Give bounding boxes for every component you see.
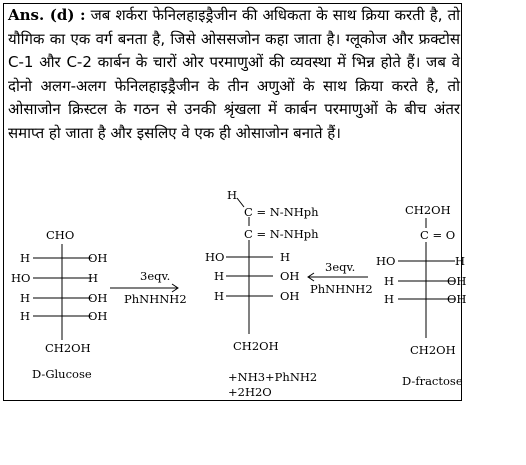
osazone-r1-right: H	[280, 250, 291, 264]
glucose-name: D-Glucose	[32, 367, 92, 381]
fructose-r2-right: OH	[447, 274, 467, 288]
fructose-c2: C = O	[420, 228, 456, 242]
glucose-r1-left: H	[20, 251, 31, 265]
osazone-r3-right: OH	[280, 289, 300, 303]
fructose-r1-left: HO	[376, 254, 396, 268]
glucose-r3-left: H	[20, 291, 31, 305]
osazone-byproducts-1: +NH3+PhNH2	[228, 370, 318, 384]
glucose-r1-right: OH	[88, 251, 108, 265]
reagent-right-eqv: 3eqv.	[325, 260, 356, 274]
glucose-r2-left: HO	[11, 271, 31, 285]
glucose-r4-right: OH	[88, 309, 108, 323]
glucose-r2-right: H	[88, 271, 99, 285]
fructose-top-ch2oh: CH2OH	[405, 203, 451, 217]
fructose-r2-left: H	[384, 274, 395, 288]
fructose-r3-right: OH	[447, 292, 467, 306]
osazone-r3-left: H	[214, 289, 225, 303]
fructose-bottom-ch2oh: CH2OH	[410, 343, 456, 357]
reagent-left-reagent: PhNHNH2	[124, 292, 187, 306]
answer-text: जब शर्करा फेनिलहाइड्रैजीन की अधिकता के साथ क्रिया करती है, तो यौगिक का एक वर्ग बनता है, जिसे ओससजोन कहा जाता है। ग्लूकोज और फ्रक्टोस C-1 और C-2 कार्बन के चारों ओर परमाणुओं की व्यवस्था में भिन्न होते हैं। जब वे दोनो अलग-अलग फेनिलहाइड्रैजीन के तीन अणुओं के साथ क्रिया करते है, तो ओसाजोन क्रिस्टल के गठन से उनकी श्रृंखला में कार्बन परमाणुओं के बीच अंतर समाप्त हो जाता है और इसलिए वे एक ही ओसाजोन बनाते हैं।	[8, 6, 461, 142]
osazone-bottom-ch2oh: CH2OH	[233, 339, 279, 353]
osazone-c2: C = N-NHph	[244, 227, 319, 241]
fructose-name: D-fractose	[402, 374, 463, 388]
osazone-c1: C = N-NHph	[244, 205, 319, 219]
fructose-r3-left: H	[384, 292, 395, 306]
glucose-r3-right: OH	[88, 291, 108, 305]
glucose-bottom-ch2oh: CH2OH	[45, 341, 91, 355]
osazone-h: H	[227, 188, 238, 202]
fructose-r1-right: H	[455, 254, 466, 268]
osazone-r2-right: OH	[280, 269, 300, 283]
reagent-left-eqv: 3eqv.	[140, 269, 171, 283]
glucose-top-cho: CHO	[46, 228, 75, 242]
osazone-r1-left: HO	[205, 250, 225, 264]
osazone-r2-left: H	[214, 269, 225, 283]
osazone-byproducts-2: +2H2O	[228, 385, 272, 399]
glucose-r4-left: H	[20, 309, 31, 323]
reagent-right-reagent: PhNHNH2	[310, 282, 373, 296]
answer-label: Ans. (d) :	[8, 6, 86, 24]
